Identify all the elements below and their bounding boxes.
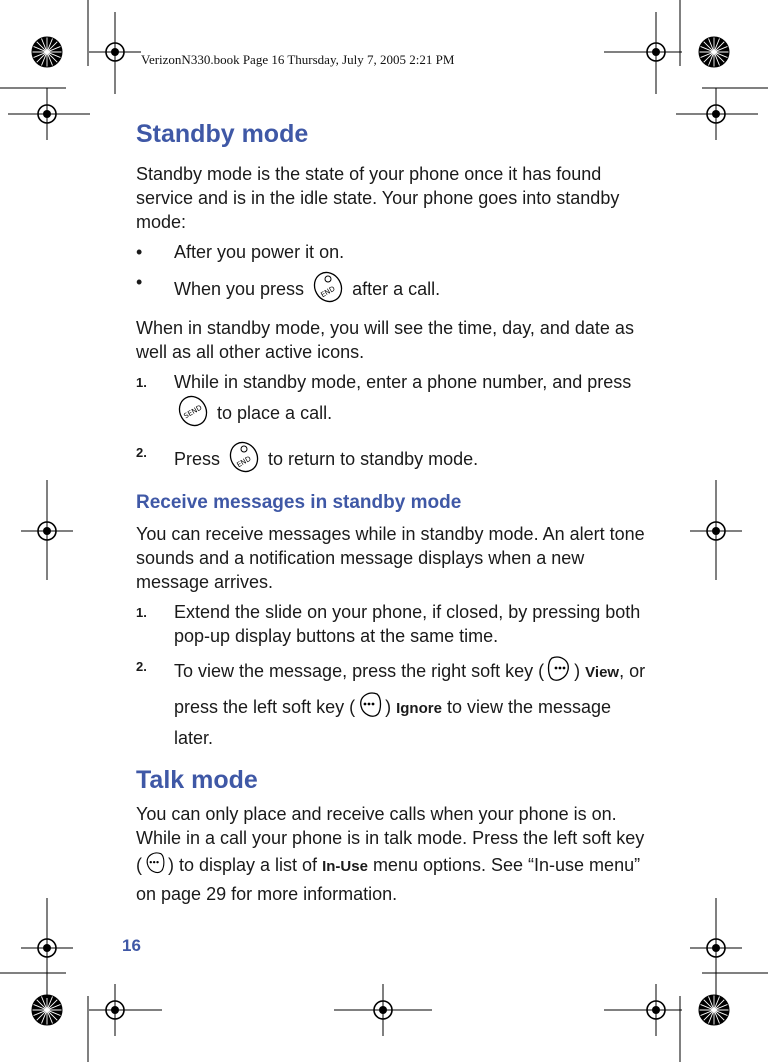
bullet-text: After you power it on.: [174, 242, 345, 262]
ignore-menu-label: Ignore: [396, 699, 442, 717]
bullet-icon: •: [136, 272, 143, 292]
standby-mode-heading: Standby mode: [136, 120, 309, 148]
svg-text:END: END: [319, 284, 337, 300]
standby-after-text: When in standby mode, you will see the time, day, and date as well as all other active icons.: [136, 318, 634, 362]
talk-text: menu options. See “In-use menu” on page 29 for more information.: [136, 854, 641, 904]
send-key-icon: [176, 394, 210, 434]
talk-text: ) to display a list of: [168, 854, 318, 875]
talk-paragraph: [136, 802, 646, 906]
step-number: 2.: [136, 445, 147, 460]
in-use-menu-label: In-Use: [322, 857, 368, 875]
bullet-text: When you press: [174, 278, 305, 299]
receive-messages-heading: Receive messages in standby mode: [136, 492, 462, 513]
right-soft-key-icon: [546, 654, 572, 690]
step-text: to return to standby mode.: [268, 448, 479, 469]
step-text: Press: [174, 448, 221, 469]
bullet-text: after a call.: [352, 278, 441, 299]
step-text: to view the message later.: [174, 696, 612, 748]
step-number: 2.: [136, 659, 147, 674]
page-content: [136, 118, 646, 912]
step-item: 2. To view the message, press the right soft key ( ) View, or press the left soft key ( ) Ignore to view the message later.: [136, 654, 646, 750]
svg-text:END: END: [235, 454, 253, 470]
talk-text: You can only place and receive calls when your phone is on. While in a call your phone is in talk mode. Press the left soft key (: [136, 804, 645, 875]
receive-intro: You can receive messages while in standby mode. An alert tone sounds and a notification message displays when a new message arrives.: [136, 524, 645, 592]
step-text: Extend the slide on your phone, if closed, by pressing both pop-up display buttons at the same time.: [174, 602, 641, 646]
standby-intro: Standby mode is the state of your phone once it has found service and is in the idle state. Your phone goes into standby mode:: [136, 164, 620, 232]
svg-text:SEND: SEND: [182, 403, 204, 421]
step-item: [136, 440, 646, 480]
step-number: 1.: [136, 605, 147, 620]
page-number: 16: [122, 936, 141, 955]
left-soft-key-icon: [144, 850, 166, 882]
bullet-icon: •: [136, 242, 143, 262]
step-text: To view the message, press the right soft key (: [174, 660, 545, 681]
bullet-item: [136, 270, 646, 310]
step-text: While in standby mode, enter a phone number, and press: [174, 372, 632, 392]
end-key-icon: [311, 270, 345, 310]
bullet-item: [136, 240, 646, 264]
left-soft-key-icon: [357, 690, 383, 726]
end-key-icon: [227, 440, 261, 480]
step-number: 1.: [136, 375, 147, 390]
book-header: VerizonN330.book Page 16 Thursday, July 7, 2005 2:21 PM: [141, 52, 455, 67]
talk-mode-heading: Talk mode: [136, 766, 258, 794]
step-item: [136, 600, 646, 648]
view-menu-label: View: [585, 663, 620, 681]
step-text: to place a call.: [217, 402, 333, 423]
step-item: [136, 370, 646, 434]
step-text: or press the left soft key (: [174, 660, 646, 717]
